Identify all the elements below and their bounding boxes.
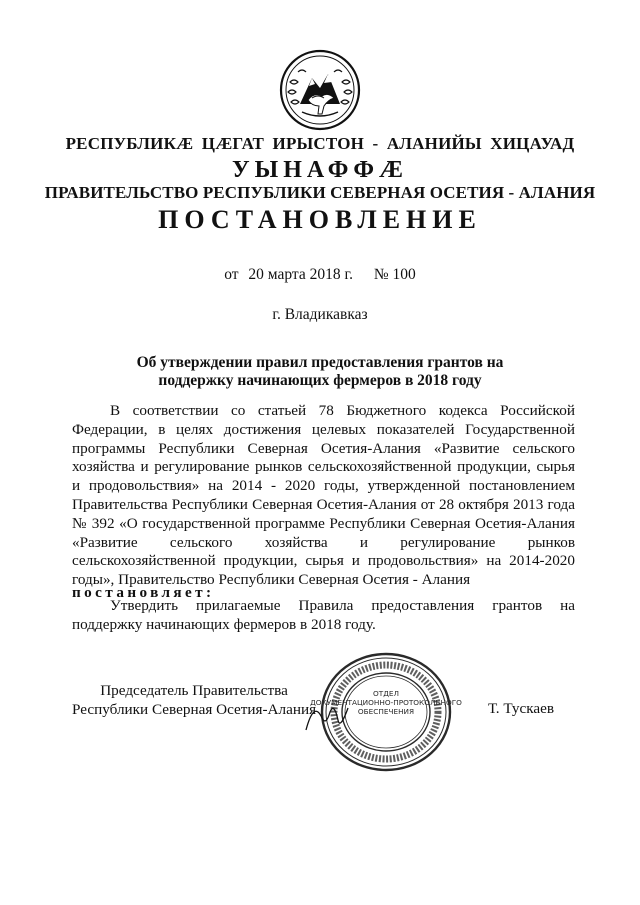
ossetian-document-title: УЫНАФФӔ <box>232 157 408 183</box>
russian-government-name: ПРАВИТЕЛЬСТВО РЕСПУБЛИКИ СЕВЕРНАЯ ОСЕТИЯ - АЛАНИЯ <box>44 183 596 202</box>
city: г. Владикавказ <box>272 306 368 323</box>
document-number: № 100 <box>373 266 416 283</box>
date-prefix: от <box>224 266 239 283</box>
subject-line-2: поддержку начинающих фермеров в 2018 году <box>158 372 482 389</box>
subject-line-1: Об утверждении правил предоставления грантов на <box>136 354 504 371</box>
stamp-text-line: ОТДЕЛ <box>373 689 399 698</box>
date-line <box>0 266 640 284</box>
signatory-position-line-2: Республики Северная Осетия-Алания <box>72 701 317 718</box>
stamp-text-line: ДОКУМЕНТАЦИОННО-ПРОТОКОЛЬНОГО <box>310 698 462 707</box>
signatory-block <box>72 681 316 719</box>
document-date: 20 марта 2018 г. <box>248 266 353 283</box>
approval-paragraph: Утвердить прилагаемые Правила предоставления грантов на поддержку начинающих фермеров в 2018 году. <box>72 597 575 633</box>
document-title: ПОСТАНОВЛЕНИЕ <box>158 205 482 234</box>
document-subject <box>100 354 540 390</box>
signatory-name: Т. Тускаев <box>488 700 555 717</box>
resolve-word: постановляет: <box>72 584 215 601</box>
ossetian-government-name: РЕСПУБЛИКӔ ЦӔГАТ ИРЫСТОН - АЛАНИЙЫ ХИЦАУАД <box>65 134 575 153</box>
preamble-paragraph: В соответствии со статьей 78 Бюджетного кодекса Российской Федерации, в целях достижения целевых показателей Государственной программы Республики Северная Осетия-Алания «Развитие сельского хозяйства и регулирование рынков сельскохозяйственной продукции, сырья и продовольствия» на 2014 - 2020 годы, утвержденной постановлением Правительства Республики Северная Осетия-Алания от 28 октября 2013 года № 392 «О государственной программе Республики Северная Осетия-Алания «Развитие сельского хозяйства и регулирование рынков сельскохозяйственной продукции, сырья и продовольствия» на 2014-2020 годы», Правительство Республики Северная Осетия - Алания <box>72 402 575 589</box>
stamp-text-line: ОБЕСПЕЧЕНИЯ <box>357 707 415 716</box>
signatory-position-line-1: Председатель Правительства <box>100 682 288 699</box>
coat-of-arms-icon <box>278 48 362 132</box>
